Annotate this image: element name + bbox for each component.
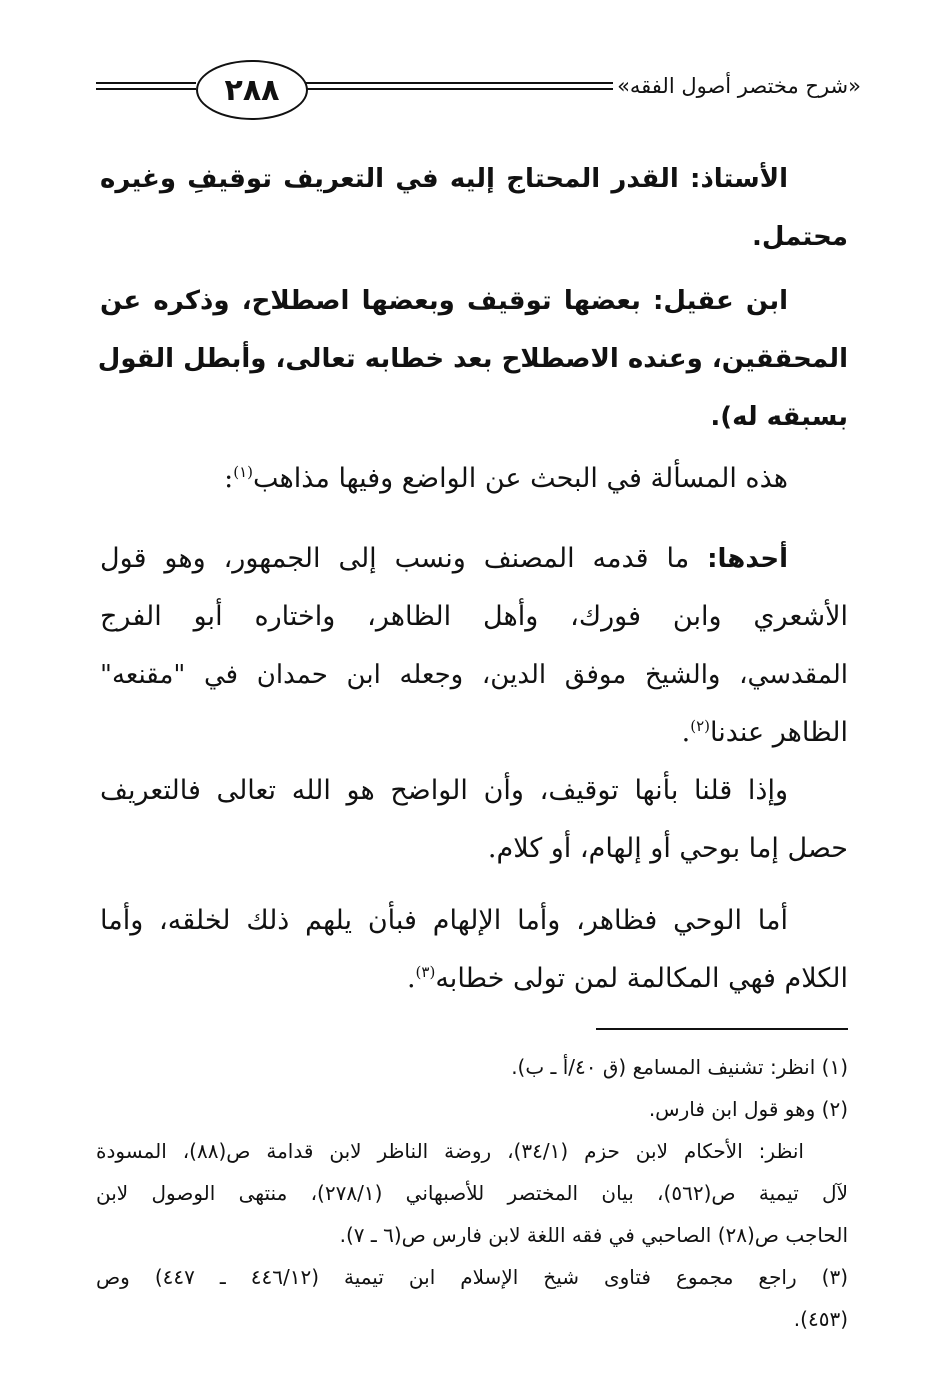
footnotes (96, 1046, 848, 1340)
header-rule-left-top (96, 82, 196, 84)
text-line: حصل إما بوحي أو إلهام، أو كلام. (487, 833, 848, 864)
text-line: الأستاذ: القدر المحتاج إليه في التعريف توقيفِ وغيره (100, 164, 788, 194)
wahy-period: . (406, 963, 416, 994)
text-line: الأشعري وابن فورك، وأهل الظاهر، واختاره أبو الفرج (100, 601, 848, 632)
page-number-badge (196, 60, 308, 120)
text-line (100, 704, 848, 762)
footnote-2-line: الحاجب ص(٢٨) الصاحبي في فقه اللغة لابن فارس ص(٦ ـ ٧). (339, 1223, 848, 1247)
intro-text: هذه المسألة في البحث عن الواضع وفيها مذاهب (252, 463, 788, 494)
footnote-ref-1[interactable]: (١) (233, 463, 253, 481)
footnote-3: (٣) راجع مجموع فتاوى شيخ الإسلام ابن تيمية (٤٤٦/١٢ ـ ٤٤٧) وص (96, 1265, 849, 1289)
text-line: المحققين، وعنده الاصطلاح بعد خطابه تعالى، وأبطل القول (97, 344, 848, 374)
header-rule-top (291, 82, 613, 84)
header-rule-left-bottom (96, 88, 196, 90)
page-header (96, 52, 861, 132)
footnote-separator (596, 1028, 848, 1030)
footnote-ref-3[interactable]: (٣) (415, 963, 436, 981)
footnote-2: (٢) وهو قول ابن فارس. (648, 1097, 848, 1121)
paragraph-quote-ustadh (100, 150, 848, 266)
text-line: أما الوحي فظاهر، وأما الإلهام فبأن يلهم ذلك لخلقه، وأما (100, 905, 788, 936)
paragraph-first-view (100, 530, 848, 762)
text-line: وإذا قلنا بأنها توقيف، وأن الواضح هو الله تعالى فالتعريف (100, 775, 788, 806)
paragraph-tawqif (100, 762, 848, 878)
first-view-label: أحدها: (707, 544, 788, 574)
paragraph-intro (100, 450, 848, 508)
first-view-period: . (681, 717, 691, 748)
header-rule-bottom (291, 88, 613, 90)
text-line (100, 950, 848, 1008)
text-line (100, 450, 848, 508)
text-line: المقدسي، والشيخ موفق الدين، وجعله ابن حمدان في "مقنعه" (100, 660, 848, 690)
footnote-1: (١) انظر: تشنيف المسامع (ق ٤٠/أ ـ ب). (511, 1055, 848, 1079)
footnote-ref-2[interactable]: (٢) (690, 717, 710, 735)
footnote-3-line: (٤٥٣). (793, 1307, 848, 1331)
text-line: ابن عقيل: بعضها توقيف وبعضها اصطلاح، وذكره عن (100, 286, 788, 316)
text-line: بسبقه له). (710, 402, 848, 432)
footnote-2-line: لآل تيمية ص(٥٦٢)، بيان المختصر للأصبهاني (٢٧٨/١)، منتهى الوصول لابن (96, 1181, 848, 1205)
text-line (100, 530, 848, 588)
text-line: محتمل. (752, 222, 848, 252)
intro-colon: : (224, 463, 234, 494)
wahy-end: الكلام فهي المكالمة لمن تولى خطابه (435, 963, 848, 994)
footnote-2-line: انظر: الأحكام لابن حزم (٣٤/١)، روضة الناظر لابن قدامة ص(٨٨)، المسودة (96, 1139, 804, 1163)
first-view-text: ما قدمه المصنف ونسب إلى الجمهور، وهو قول (100, 543, 690, 574)
running-title: «شرح مختصر أصول الفقه» (617, 74, 861, 98)
first-view-end: الظاهر عندنا (710, 717, 848, 748)
paragraph-quote-ibn-aqil (97, 272, 848, 446)
paragraph-wahy (100, 892, 848, 1008)
page-number: ٢٨٨ (224, 72, 280, 108)
